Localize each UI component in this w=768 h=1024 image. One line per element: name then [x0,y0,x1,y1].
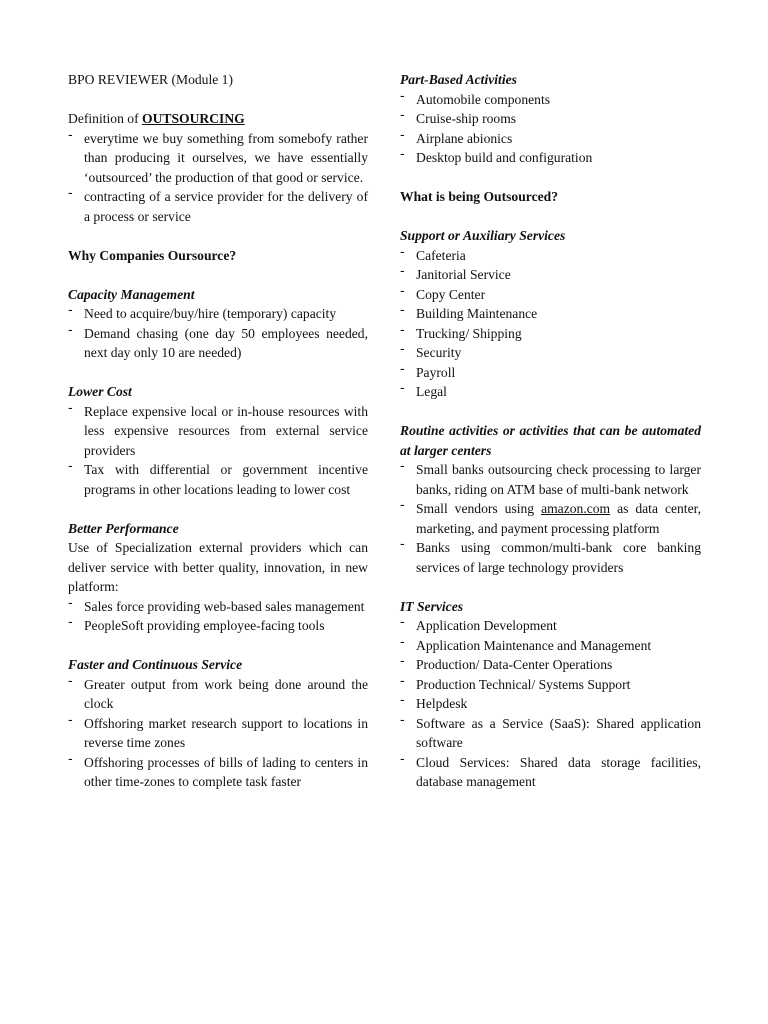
bullet-mark: - [68,459,73,474]
bullet-mark: - [400,108,405,123]
faster-heading: Faster and Continuous Service [68,657,243,672]
bullet-mark: - [68,127,73,143]
bullet-mark: - [400,634,405,650]
list-item: - everytime we buy something from somebofy rather than producing it ourselves, we have essentially ‘outsourced’ the production of that good or service. [68,127,368,185]
list-item: - Automobile components [400,88,551,107]
list-item: - Production/ Data-Center Operations [400,654,613,672]
bullet-mark: - [68,615,73,630]
list-item: - Need to acquire/buy/hire (temporary) capacity [68,303,337,321]
capacity-heading: Capacity Management [68,286,195,302]
definition-prefix: Definition of [68,111,142,126]
bullet-mark: - [68,712,73,728]
bullet-mark: - [400,283,405,299]
it-services-heading: IT Services [400,598,464,614]
list-item: - Helpdesk [400,693,468,711]
list-item: - Cloud Services: Shared data storage facilities, database management [400,751,701,789]
what-heading: What is being Outsourced? [400,189,558,204]
better-performance-paragraph: Use of Specialization external providers which can deliver service with better quality, innovation, in new platform: [68,540,368,594]
bullet-mark: - [400,303,405,318]
support-heading: Support or Auxiliary Services [400,228,566,243]
bullet-mark: - [400,751,405,767]
bullet-mark: - [400,712,405,728]
list-item: - Copy Center [400,283,486,302]
list-item: - Airplane abionics [400,127,513,146]
outsourcing-keyword: OUTSOURCING [142,111,245,126]
bullet-mark: - [400,459,405,474]
list-item: - Small banks outsourcing check processing to larger banks, riding on ATM base of multi-bank network [400,459,701,497]
bullet-mark: - [400,498,405,513]
bullet-mark: - [400,244,405,260]
bullet-mark: - [68,673,73,689]
list-item: - Offshoring market research support to locations in reverse time zones [68,712,368,750]
list-item: - Sales force providing web-based sales management [68,595,365,614]
list-item: - Application Maintenance and Management [400,634,652,653]
bullet-mark: - [400,342,405,357]
bullet-mark: - [68,186,73,201]
bullet-mark: - [400,147,405,162]
list-item: - PeopleSoft providing employee-facing tools [68,615,325,633]
list-item: - Replace expensive local or in-house resources with less expensive resources from external service providers [68,400,368,458]
bullet-mark: - [400,615,405,630]
list-item: - Small vendors using amazon.com as data center, marketing, and payment processing platform [400,498,701,536]
part-based-heading: Part-Based Activities [400,72,517,87]
amazon-link[interactable]: amazon.com [541,501,611,516]
list-item: - Trucking/ Shipping [400,322,522,341]
why-heading: Why Companies Oursource? [68,247,237,263]
list-item: - Janitorial Service [400,264,511,282]
document-title: BPO REVIEWER (Module 1) [68,72,233,87]
bullet-mark: - [400,673,405,689]
list-item: - Greater output from work being done around the clock [68,673,368,711]
bullet-mark: - [400,127,405,143]
list-item: - Security [400,342,462,360]
bullet-mark: - [400,693,405,708]
routine-heading: Routine activities or activities that can be automated at larger centers [400,423,701,458]
bullet-mark: - [400,264,405,279]
bullet-mark: - [68,303,73,318]
better-performance-heading: Better Performance [68,520,179,536]
definition-heading [68,109,368,129]
lower-cost-heading: Lower Cost [68,384,132,399]
list-item: - Building Maintenance [400,303,538,321]
list-item: - Payroll [400,361,456,380]
list-item: - Tax with differential or government incentive programs in other locations leading to lower cost [68,459,368,497]
list-item: - Production Technical/ Systems Support [400,673,631,692]
list-item: - Software as a Service (SaaS): Shared application software [400,712,701,750]
bullet-mark: - [400,88,405,104]
bullet-mark: - [400,654,405,669]
left-column [68,70,368,792]
bullet-mark: - [68,751,73,767]
bullet-mark: - [400,381,405,396]
list-item: - Application Development [400,615,557,633]
list-item: - Legal [400,381,447,399]
list-item: - Banks using common/multi-bank core banking services of large technology providers [400,537,701,575]
list-item: - Cafeteria [400,244,466,263]
list-item: - contracting of a service provider for the delivery of a process or service [68,186,368,224]
right-column [400,70,701,792]
list-item: - Desktop build and configuration [400,147,593,165]
bullet-mark: - [400,361,405,377]
bullet-mark: - [68,595,73,611]
bullet-mark: - [68,322,73,338]
bullet-mark: - [400,537,405,552]
list-item: - Demand chasing (one day 50 employees needed, next day only 10 are needed) [68,322,368,360]
list-item: - Cruise-ship rooms [400,108,517,126]
list-item: - Offshoring processes of bills of lading to centers in other time-zones to complete task faster [68,751,368,789]
bullet-mark: - [400,322,405,338]
bullet-mark: - [68,400,73,416]
